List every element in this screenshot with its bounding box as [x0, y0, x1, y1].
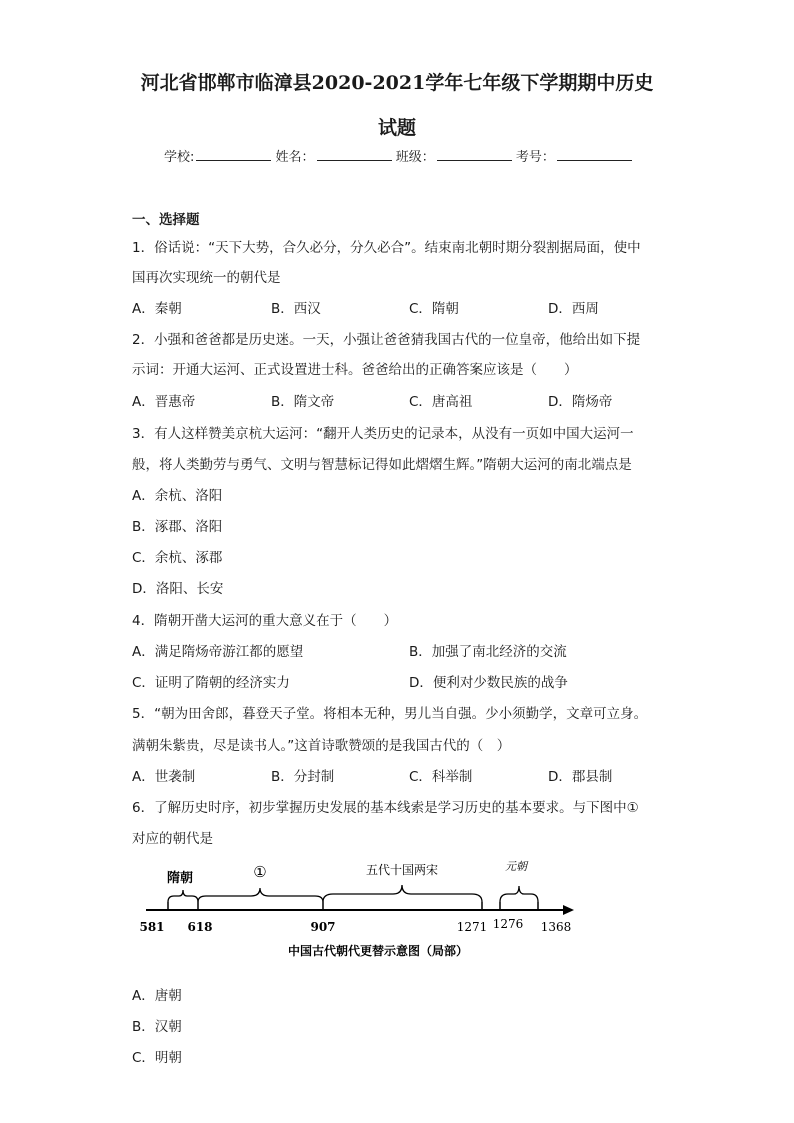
- q3-option-a[interactable]: A．余杭、洛阳: [132, 488, 223, 504]
- q1-text-line1: 1．俗话说：“天下大势，合久必分，分久必合”。结束南北朝时期分裂割据局面，使中: [132, 240, 641, 256]
- label-five-dynasties-song: 五代十国两宋: [365, 863, 439, 877]
- q6-text-line2: 对应的朝代是: [132, 831, 213, 847]
- q3-option-d[interactable]: D．洛阳、长安: [132, 581, 224, 597]
- name-blank[interactable]: [317, 148, 392, 161]
- page-title-line1: 河北省邯郸市临漳县2020-2021学年七年级下学期期中历史: [140, 72, 654, 94]
- q2-option-d[interactable]: D．隋炀帝: [548, 394, 613, 410]
- year-581: 581: [139, 920, 165, 934]
- yuan-brace: [500, 886, 538, 902]
- q5-option-c[interactable]: C．科举制: [409, 769, 473, 785]
- q5-option-d[interactable]: D．郡县制: [548, 769, 613, 785]
- q4-option-b[interactable]: B．加强了南北经济的交流: [409, 644, 567, 660]
- sui-brace: [168, 890, 198, 902]
- q4-option-a[interactable]: A．满足隋炀帝游江都的愿望: [132, 644, 304, 660]
- section-title: 一、选择题: [132, 212, 200, 228]
- label-sui: 隋朝: [166, 871, 194, 886]
- q2-text-line2: 示词：开通大运河、正式设置进士科。爸爸给出的正确答案应该是（ ）: [132, 362, 578, 378]
- school-label: 学校:: [164, 150, 195, 165]
- q2-text-line1: 2．小强和爸爸都是历史迷。一天，小强让爸爸猜我国古代的一位皇帝，他给出如下提: [132, 332, 641, 348]
- year-1271: 1271: [456, 920, 488, 934]
- q1-text-line2: 国再次实现统一的朝代是: [132, 270, 281, 286]
- label-circle-one: ①: [253, 863, 267, 881]
- q2-option-a[interactable]: A．晋惠帝: [132, 394, 196, 410]
- student-info-row: [164, 146, 632, 165]
- year-618: 618: [187, 920, 213, 934]
- q4-text-line1: 4．隋朝开凿大运河的重大意义在于（ ）: [132, 613, 398, 629]
- year-907: 907: [310, 920, 336, 934]
- q6-option-a[interactable]: A．唐朝: [132, 988, 182, 1004]
- label-yuan: 元朝: [505, 860, 527, 873]
- q1-option-b[interactable]: B．西汉: [271, 301, 321, 317]
- q5-text-line1: 5．“朝为田舍郎，暮登天子堂。将相本无种，男儿当自强。少小须勤学，文章可立身。: [132, 706, 648, 722]
- q2-option-b[interactable]: B．隋文帝: [271, 394, 335, 410]
- q3-text-line2: 般，将人类勤劳与勇气、文明与智慧标记得如此熠熠生辉。”隋朝大运河的南北端点是: [132, 457, 632, 473]
- q1-option-a[interactable]: A．秦朝: [132, 301, 182, 317]
- year-1276: 1276: [492, 917, 524, 931]
- q1-option-c[interactable]: C．隋朝: [409, 301, 459, 317]
- q6-option-b[interactable]: B．汉朝: [132, 1019, 182, 1035]
- q5-option-b[interactable]: B．分封制: [271, 769, 335, 785]
- number-label: 考号：: [515, 150, 555, 165]
- figure-caption: 中国古代朝代更替示意图（局部）: [287, 944, 469, 958]
- number-blank[interactable]: [557, 148, 632, 161]
- q2-option-c[interactable]: C．唐高祖: [409, 394, 473, 410]
- q4-option-c[interactable]: C．证明了隋朝的经济实力: [132, 675, 290, 691]
- circle-one-brace: [198, 888, 323, 902]
- q3-text-line1: 3．有人这样赞美京杭大运河：“翻开人类历史的记录本，从没有一页如中国大运河一: [132, 426, 634, 442]
- page-title-line2: 试题: [377, 117, 416, 139]
- q4-option-d[interactable]: D．便利对少数民族的战争: [409, 675, 568, 691]
- dynasty-timeline-figure: [138, 858, 578, 958]
- q1-option-d[interactable]: D．西周: [548, 301, 599, 317]
- q3-option-b[interactable]: B．涿郡、洛阳: [132, 519, 223, 535]
- q3-option-c[interactable]: C．余杭、涿郡: [132, 550, 223, 566]
- class-label: 班级：: [395, 150, 435, 165]
- class-blank[interactable]: [437, 148, 512, 161]
- q5-option-a[interactable]: A．世袭制: [132, 769, 196, 785]
- q5-text-line2: 满朝朱紫贵，尽是读书人。”这首诗歌赞颂的是我国古代的（ ）: [132, 738, 511, 754]
- timeline-arrow-icon: [563, 905, 574, 915]
- five-dynasties-song-brace: [323, 885, 482, 902]
- school-blank[interactable]: [196, 148, 271, 161]
- q6-text-line1: 6．了解历史时序，初步掌握历史发展的基本线索是学习历史的基本要求。与下图中①: [132, 800, 639, 816]
- name-label: 姓名：: [275, 150, 315, 165]
- q6-option-c[interactable]: C．明朝: [132, 1050, 182, 1066]
- year-1368: 1368: [540, 920, 572, 934]
